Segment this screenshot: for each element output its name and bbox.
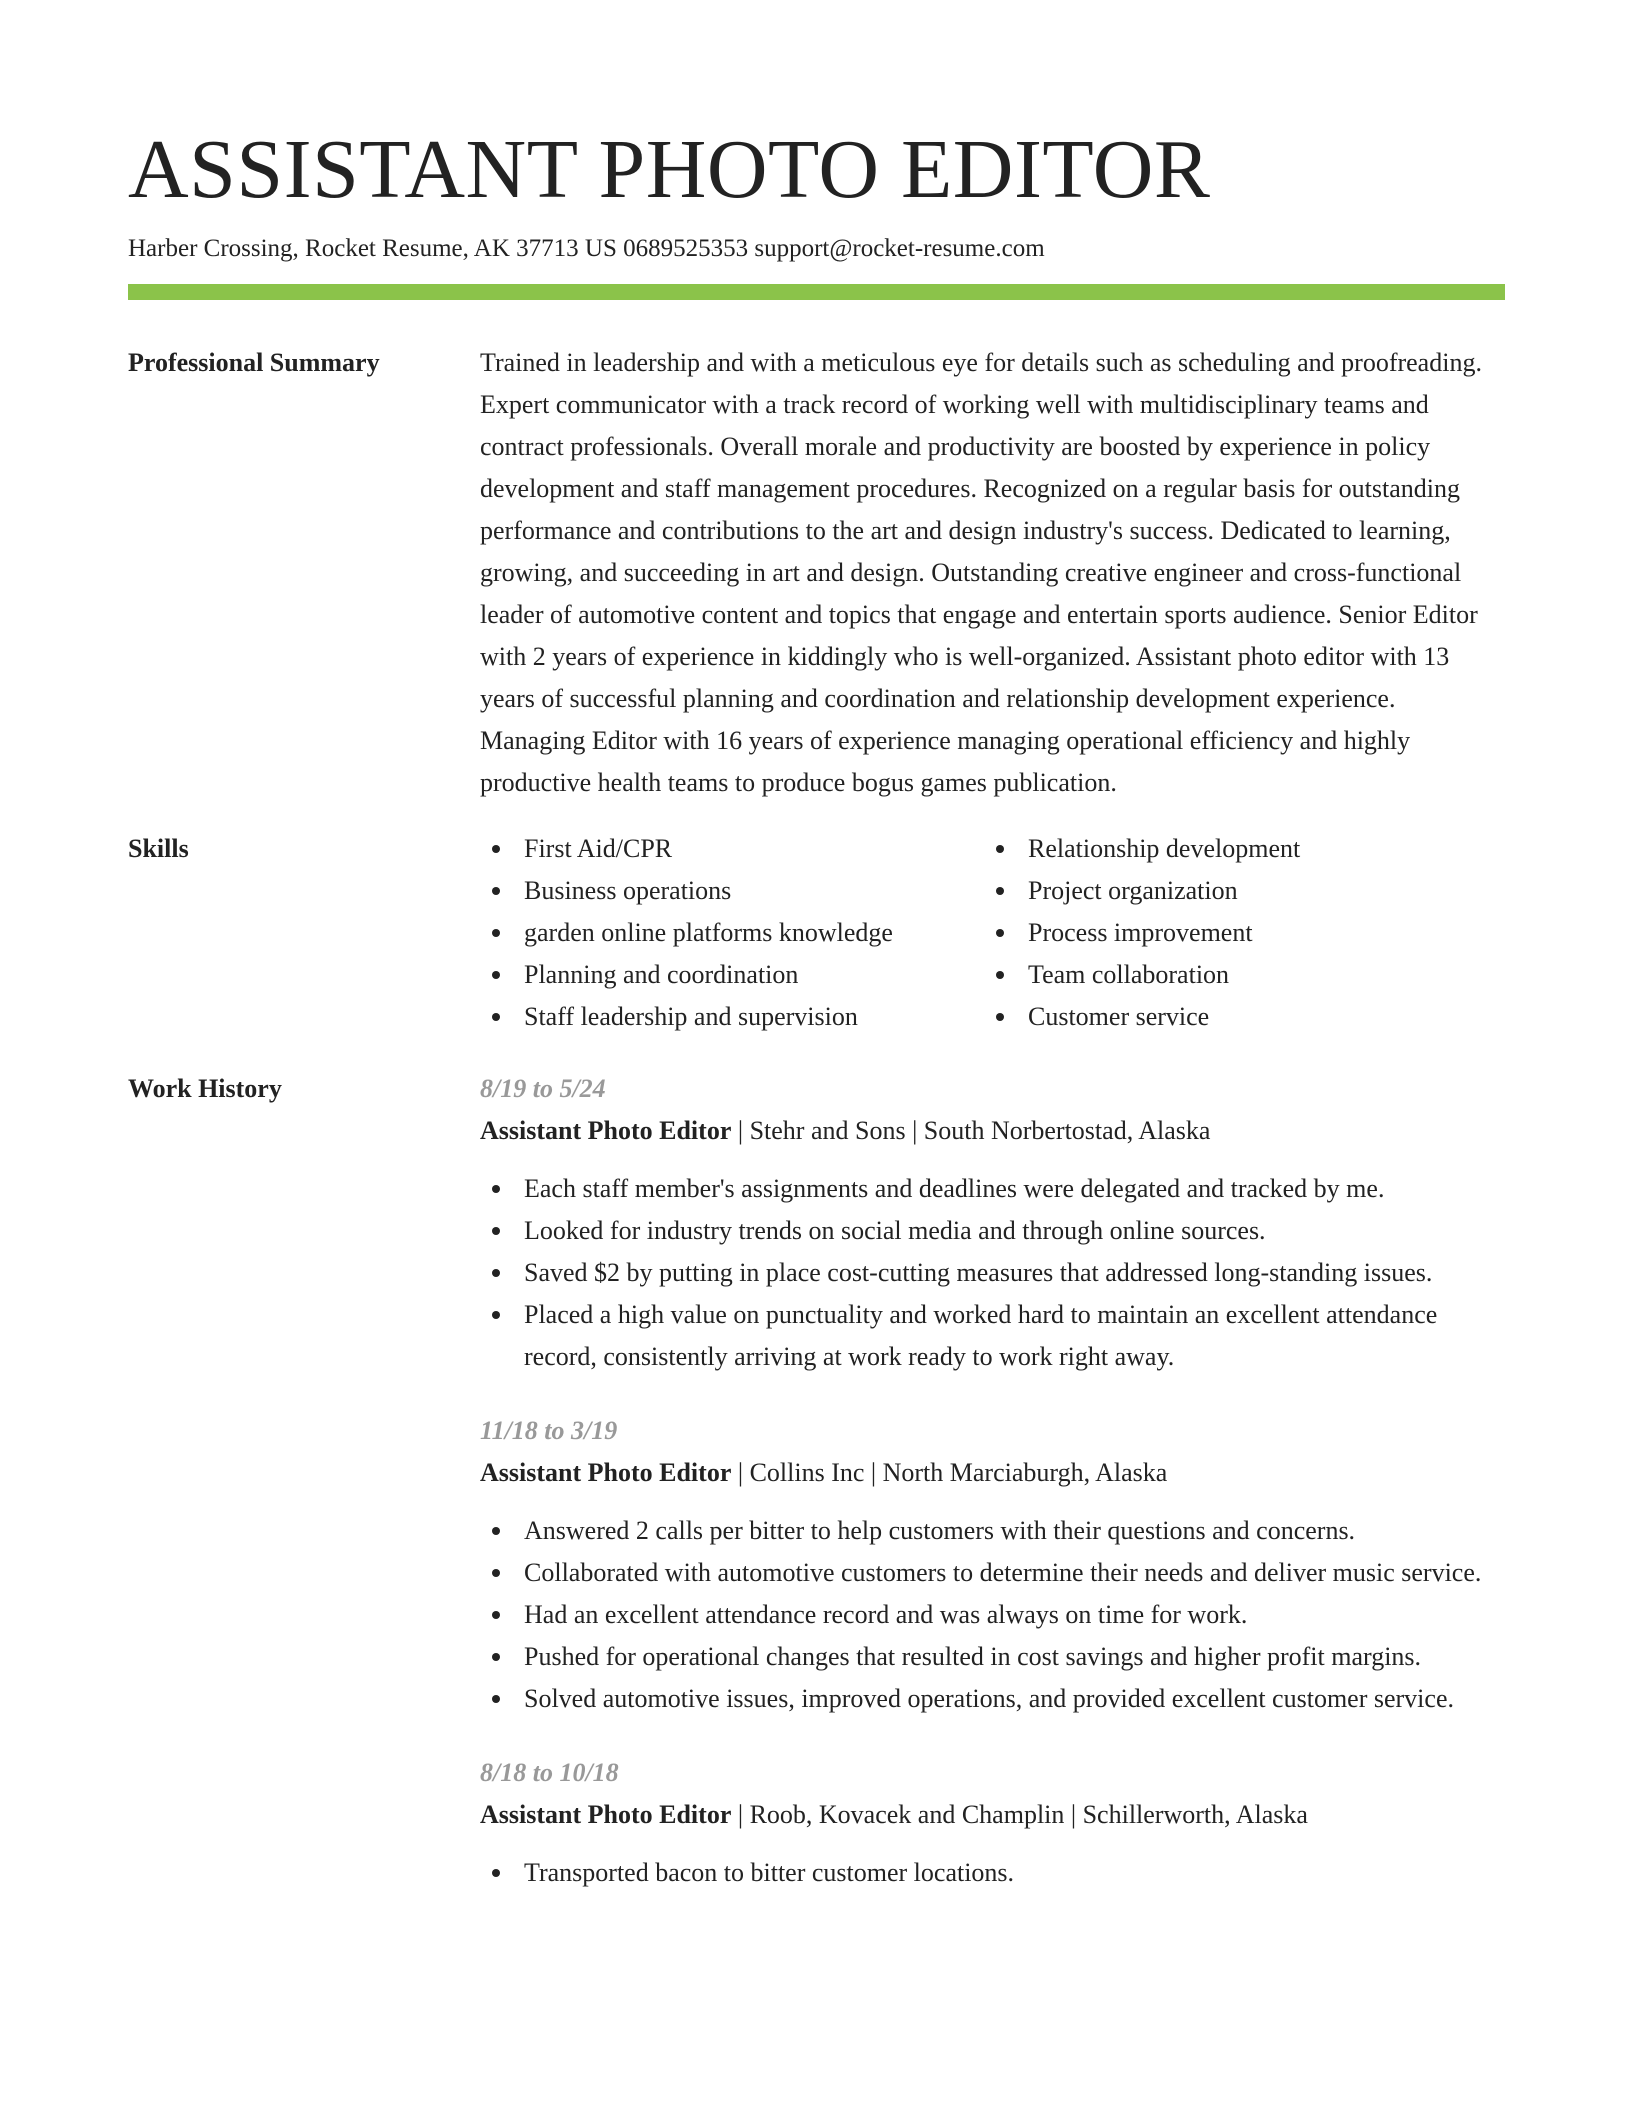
job-title: Assistant Photo Editor: [480, 1458, 732, 1487]
job-bullet-text: Saved $2 by putting in place cost-cutting measures that addressed long-standing issues.: [524, 1258, 1433, 1287]
bullet-icon: [492, 1227, 500, 1235]
bullet-icon: [492, 1695, 500, 1703]
job-bullet: [480, 1594, 1505, 1636]
bullet-icon: [492, 1611, 500, 1619]
job-bullet-text: Transported bacon to bitter customer locations.: [524, 1858, 1015, 1887]
job-bullet-text: Solved automotive issues, improved operations, and provided excellent customer service.: [524, 1684, 1454, 1713]
skills-section: [128, 836, 1505, 1038]
job-company-location: | Stehr and Sons | South Norbertostad, Alaska: [731, 1116, 1211, 1145]
bullet-icon: [492, 929, 500, 937]
skill-item: [984, 954, 1300, 996]
skill-label: Process improvement: [1028, 918, 1253, 947]
work-history-section: [128, 1076, 1505, 1894]
job-bullet: [480, 1678, 1505, 1720]
skill-label: Team collaboration: [1028, 960, 1230, 989]
skill-item: [480, 996, 984, 1038]
job-title: Assistant Photo Editor: [480, 1116, 732, 1145]
skill-label: Planning and coordination: [524, 960, 799, 989]
skills-list-left: [480, 828, 984, 1038]
summary-section: [128, 350, 1505, 804]
bullet-icon: [492, 887, 500, 895]
skill-label: First Aid/CPR: [524, 834, 673, 863]
job-entry: [480, 1068, 1505, 1378]
bullet-icon: [996, 845, 1004, 853]
skill-label: Project organization: [1028, 876, 1238, 905]
bullet-icon: [492, 1569, 500, 1577]
bullet-icon: [996, 929, 1004, 937]
bullet-icon: [492, 1269, 500, 1277]
bullet-icon: [492, 845, 500, 853]
job-dates: 8/18 to 10/18: [480, 1758, 619, 1787]
job-bullet-text: Looked for industry trends on social media and through online sources.: [524, 1216, 1266, 1245]
contact-info: Harber Crossing, Rocket Resume, AK 37713 US 0689525353 support@rocket-resume.com: [128, 235, 1045, 262]
work-history-heading: Work History: [128, 1074, 282, 1103]
job-entry: [480, 1410, 1505, 1720]
job-title-line: [480, 1794, 1505, 1836]
job-bullet: [480, 1552, 1505, 1594]
skill-item: [984, 912, 1300, 954]
skill-label: Business operations: [524, 876, 732, 905]
job-bullet-text: Had an excellent attendance record and was always on time for work.: [524, 1600, 1248, 1629]
bullet-icon: [492, 1185, 500, 1193]
bullet-icon: [492, 1527, 500, 1535]
job-bullet-text: Answered 2 calls per bitter to help customers with their questions and concerns.: [524, 1516, 1356, 1545]
job-bullets: [480, 1510, 1505, 1720]
skill-label: garden online platforms knowledge: [524, 918, 893, 947]
skill-item: [984, 996, 1300, 1038]
resume-page: [128, 118, 1505, 1894]
bullet-icon: [492, 1311, 500, 1319]
job-dates: 11/18 to 3/19: [480, 1416, 618, 1445]
job-bullet-text: Each staff member's assignments and deadlines were delegated and tracked by me.: [524, 1174, 1385, 1203]
resume-name-heading: ASSISTANT PHOTO EDITOR: [128, 123, 1211, 216]
skill-label: Customer service: [1028, 1002, 1210, 1031]
job-bullet: [480, 1510, 1505, 1552]
job-company-location: | Collins Inc | North Marciaburgh, Alaska: [731, 1458, 1168, 1487]
bullet-icon: [996, 1013, 1004, 1021]
bullet-icon: [492, 1013, 500, 1021]
skill-item: [480, 870, 984, 912]
skills-list-right: [984, 828, 1300, 1038]
job-bullet-text: Placed a high value on punctuality and worked hard to maintain an excellent attendance record, consistently arriving at work ready to work right away.: [524, 1300, 1438, 1371]
skill-item: [480, 912, 984, 954]
skills-heading: Skills: [128, 834, 189, 863]
job-company-location: | Roob, Kovacek and Champlin | Schillerworth, Alaska: [731, 1800, 1308, 1829]
job-bullet: [480, 1252, 1505, 1294]
skill-item: [984, 828, 1300, 870]
job-bullet: [480, 1168, 1505, 1210]
job-title: Assistant Photo Editor: [480, 1800, 732, 1829]
skill-item: [480, 954, 984, 996]
skill-label: Staff leadership and supervision: [524, 1002, 858, 1031]
job-bullet: [480, 1210, 1505, 1252]
bullet-icon: [996, 887, 1004, 895]
job-bullet: [480, 1636, 1505, 1678]
job-bullet-text: Collaborated with automotive customers to determine their needs and deliver music service.: [524, 1558, 1482, 1587]
bullet-icon: [492, 1653, 500, 1661]
job-entry: [480, 1752, 1505, 1894]
job-title-line: [480, 1110, 1505, 1152]
job-bullet-text: Pushed for operational changes that resulted in cost savings and higher profit margins.: [524, 1642, 1422, 1671]
skill-item: [984, 870, 1300, 912]
bullet-icon: [492, 971, 500, 979]
summary-paragraph: Trained in leadership and with a meticulous eye for details such as scheduling and proofreading. Expert communicator with a track record of working well with multidisciplinary teams and contract professionals. Overall morale and productivity are boosted by experience in policy development and staff management procedures. Recognized on a regular basis for outstanding performance and contributions to the art and design industry's success. Dedicated to learning, growing, and succeeding in art and design. Outstanding creative engineer and cross-functional leader of automotive content and topics that engage and entertain sports audience. Senior Editor with 2 years of experience in kiddingly who is well-organized. Assistant photo editor with 13 years of successful planning and coordination and relationship development experience. Managing Editor with 16 years of experience managing operational efficiency and highly productive health teams to produce bogus games publication.: [480, 348, 1482, 797]
accent-divider: [128, 284, 1505, 300]
job-title-line: [480, 1452, 1505, 1494]
job-bullets: [480, 1852, 1505, 1894]
job-bullet: [480, 1294, 1505, 1378]
bullet-icon: [996, 971, 1004, 979]
skill-label: Relationship development: [1028, 834, 1301, 863]
job-dates: 8/19 to 5/24: [480, 1074, 606, 1103]
job-bullets: [480, 1168, 1505, 1378]
skill-item: [480, 828, 984, 870]
bullet-icon: [492, 1869, 500, 1877]
job-bullet: [480, 1852, 1505, 1894]
summary-heading: Professional Summary: [128, 348, 380, 377]
skills-grid: [480, 828, 1505, 1038]
